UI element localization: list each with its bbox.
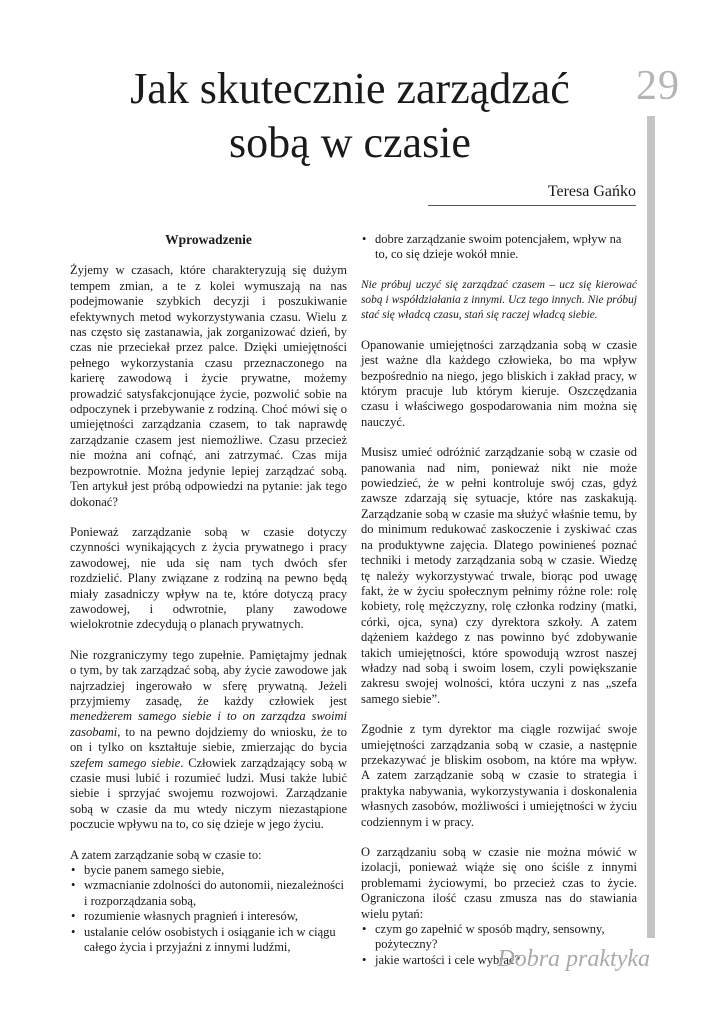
paragraph	[70, 648, 347, 833]
paragraph: O zarządzaniu sobą w czasie nie można mówić w izolacji, ponieważ wiąże się ono ściśle z innymi problemami życiowymi, bo przecież czas to życie. Ograniczona ilość czasu zmusza nas do stawiania wielu pytań:	[361, 845, 637, 921]
title-line-1: Jak skutecznie zarządzać	[130, 64, 570, 113]
author-name: Teresa Gańko	[547, 183, 636, 200]
left-column	[70, 232, 347, 970]
list-item: • dobre zarządzanie swoim potencjałem, wpływ na to, co się dzieje wokół mnie.	[361, 232, 637, 263]
page-edge-bar	[647, 116, 655, 938]
section-heading: Wprowadzenie	[165, 232, 252, 247]
list-item: • ustalanie celów osobistych i osiąganie ich w ciągu całego życia i przyjaźni z innymi ludźmi,	[70, 925, 347, 956]
text-run: Nie rozgraniczymy tego zupełnie. Pamiętajmy jednak o tym, by tak zarządzać sobą, aby życie zawodowe jak najrzadziej ingerowało w sferę prywatną. Jeżeli przyjmiemy zasadę, że każdy człowiek jest	[70, 647, 347, 708]
emphasis: szefem samego siebie	[70, 755, 181, 770]
page-number: 29	[636, 63, 680, 109]
paragraph: Ponieważ zarządzanie sobą w czasie dotyczy czynności wynikających z życia prywatnego i pracy zawodowej, nie uda się nam tych dwóch sfer rozdzielić. Plany związane z rodziną na pewno będą miały zasadniczy wpływ na te, które dotyczą pracy zawodowej, i odwrotnie, plany zawodowe wielokrotnie zdecydują o planach prywatnych.	[70, 524, 347, 632]
title-line-2: sobą w czasie	[229, 117, 471, 167]
list-item: • bycie panem samego siebie,	[70, 863, 347, 878]
text-run: . Człowiek zarządzający sobą w czasie musi lubić i rozumieć ludzi. Musi także lubić siebie i sprzyjać swojemu rozwojowi. Zarządzanie sobą w czasie da mu wtedy niczym niezastąpione poczucie wpływu na to, co się dzieje w jego życiu.	[70, 755, 347, 832]
list-intro: A zatem zarządzanie sobą w czasie to:	[70, 847, 262, 862]
right-column	[361, 232, 637, 983]
paragraph: Musisz umieć odróżnić zarządzanie sobą w czasie od panowania nad nim, ponieważ nikt nie może powiedzieć, że w pełni kontroluje swój czas, gdyż zawsze zdarzają się sytuacje, które nas zaskakują. Zarządzanie sobą w czasie ma służyć właśnie temu, by do minimum redukować zaskoczenie i zyskiwać czas na produktywne zajęcia. Dlatego powinieneś poznać techniki i metody zarządzania sobą w czasie. Wiedzę tę należy wykorzystywać trwale, biorąc pod uwagę fakt, że w życiu społecznym pełnimy różne role: rolę kobiety, rolę mężczyzny, rolę członka rodziny (matki, córki, ojca, syna) czy dyrektora szkoły. A zatem dążeniem każdego z nas powinno być zdobywanie takich umiejętności, które spowodują wzrost naszej władzy nad sobą i swoim losem, czyli powiększanie zakresu swojej wolności, która uczyni z nas „szefa samego siebie”.	[361, 445, 637, 706]
paragraph: Żyjemy w czasach, które charakteryzują się dużym tempem zmian, a te z kolei wymuszają na nas podejmowanie szybkich decyzji i poszukiwanie efektywnych metod wykorzystywania czasu. Wielu z nas często się zastanawia, jak zorganizować dzień, by czas nie przeciekał przez palce. Dzięki umiejętności pełnego wykorzystania czasu przeznaczonego na karierę zawodową i życie prywatne, możemy prowadzić satysfakcjonujące życie, pozwolić sobie na odpoczynek i przebywanie z rodziną. Choć mówi się o umiejętności zarządzania czasem, to tak naprawdę zarządzanie czasem jest niemożliwe. Czasu przecież nie można ani cofnąć, ani zatrzymać. Czas mija bezpowrotnie. Można jedynie lepiej zarządzać sobą. Ten artykuł jest próbą odpowiedzi na pytanie: jak tego dokonać?	[70, 263, 347, 509]
list-item: • wzmacnianie zdolności do autonomii, niezależności i rozporządzania sobą,	[70, 878, 347, 909]
emphasis: menedżerem samego siebie i to on zarządza swoimi zasobami	[70, 709, 347, 739]
list-item: • czym go zapełnić w sposób mądry, sensowny, pożyteczny?	[361, 922, 637, 953]
author-underline	[428, 205, 636, 206]
bullet-list-continued	[361, 232, 637, 263]
pull-quote: Nie próbuj uczyć się zarządzać czasem – ucz się kierować sobą i współdziałania z innymi. Ucz tego innych. Nie próbuj stać się władcą czasu, stań się raczej władcą siebie.	[361, 278, 637, 321]
text-run: , to na pewno dojdziemy do wniosku, że to on i tylko on kształtuje siebie, zmierzając do bycia	[70, 724, 347, 755]
article-title	[60, 62, 640, 169]
list-item: • jakie wartości i cele wybrać?	[361, 953, 637, 968]
list-item: • rozumienie własnych pragnień i interesów,	[70, 909, 347, 924]
bullet-list	[70, 863, 347, 955]
paragraph: Opanowanie umiejętności zarządzania sobą w czasie jest ważne dla każdego człowieka, bo ma wpływ bezpośrednio na niego, jego bliskich i zakład pracy, w którym pracuje lub którym kieruje. Oszczędzania czasu i właściwego gospodarowania nim można się nauczyć.	[361, 337, 637, 429]
paragraph: Zgodnie z tym dyrektor ma ciągle rozwijać swoje umiejętności zarządzania sobą w czasie, a następnie przekazywać je bliskim osobom, na które ma wpływ. A zatem zarządzanie sobą w czasie to strategia i praktyka nabywania, wykorzystywania i doskonalenia własnych zasobów, możliwości i umiejętności w życiu codziennym i w pracy.	[361, 722, 637, 829]
section-label: Dobra praktyka	[497, 946, 650, 972]
